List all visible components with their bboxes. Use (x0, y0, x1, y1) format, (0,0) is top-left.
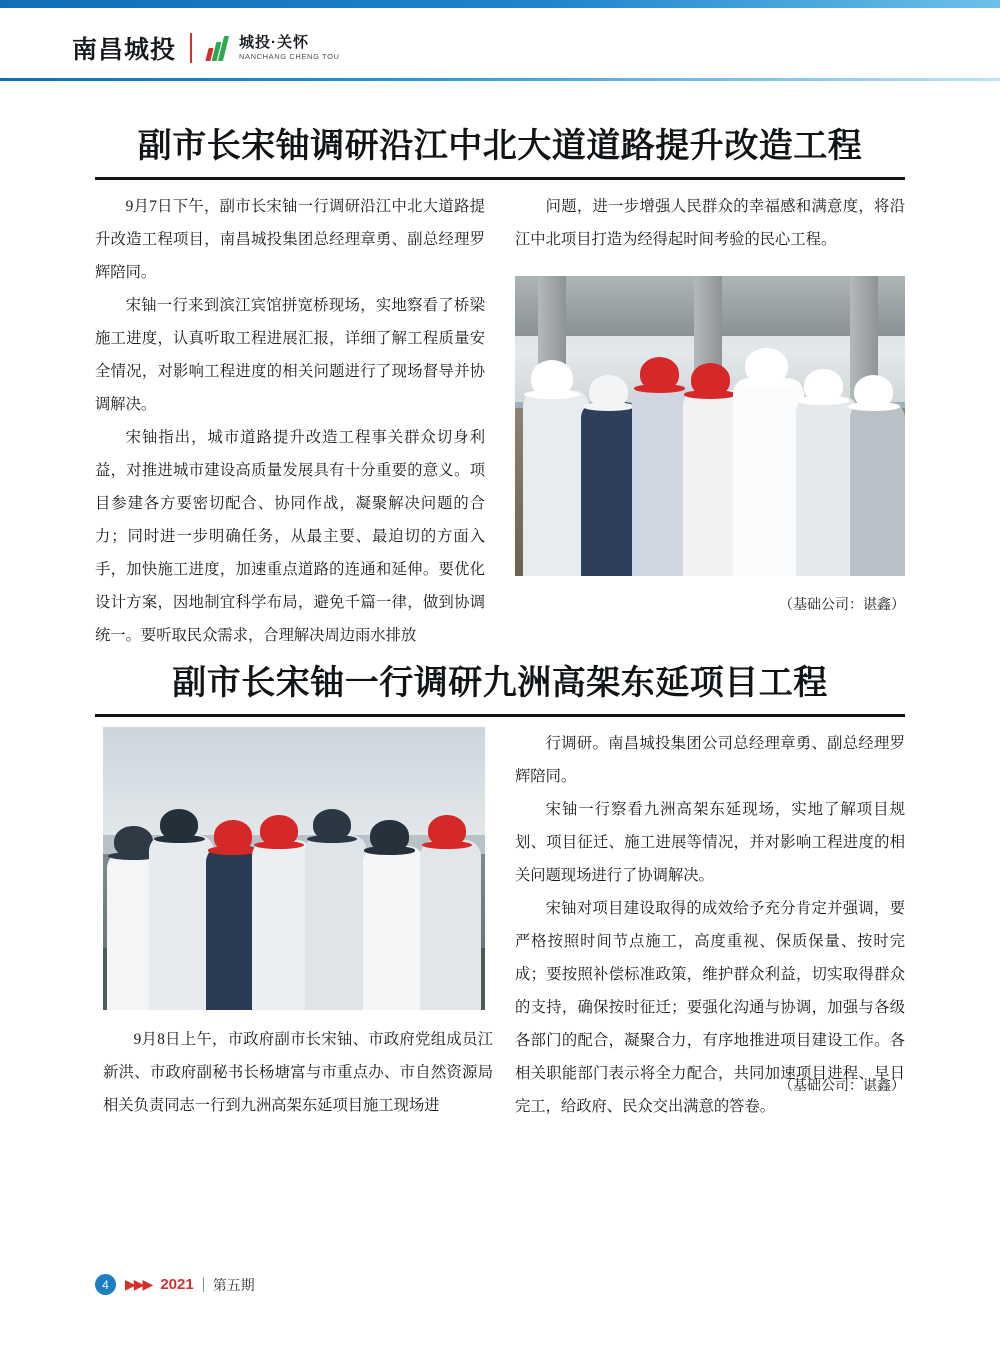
footer-divider (203, 1277, 204, 1292)
article-1-title: 副市长宋铀调研沿江中北大道道路提升改造工程 (137, 127, 863, 165)
article-2-caption: （基础公司：谌鑫） (779, 1079, 905, 1094)
article-2-left-column (103, 1023, 493, 1122)
article-2-title: 副市长宋铀一行调研九洲高架东延项目工程 (172, 664, 828, 702)
article-2-p2: 行调研。南昌城投集团公司总经理章勇、副总经理罗辉陪同。 (515, 735, 905, 785)
brand-name: 南昌城投 (72, 36, 177, 64)
article-1-p4: 问题，进一步增强人民群众的幸福感和满意度，将沿江中北项目打造为经得起时间考验的民心工程。 (515, 198, 905, 248)
brand-subtitle (239, 35, 340, 61)
page-header (0, 0, 1000, 92)
article-1-p3: 宋铀指出，城市道路提升改造工程事关群众切身利益，对推进城市建设高质量发展具有十分重要的意义。项目参建各方要密切配合、协同作战，凝聚解决问题的合力；同时进一步明确任务，从最主要、最迫切的方面入手，加快施工进度，加速重点道路的连通和延伸。要优化设计方案，因地制宜科学布局，避免千篇一律，做到协调统一。要听取民众需求，合理解决周边雨水排放 (95, 429, 485, 644)
article-2-p3: 宋铀一行察看九洲高架东延现场，实地了解项目规划、项目征迁、施工进展等情况，并对影响工程进度的相关问题现场进行了协调解决。 (515, 801, 905, 884)
brand-block (72, 30, 340, 66)
page-footer (95, 1274, 255, 1295)
header-bottom-rule (0, 78, 1000, 81)
article-2-right-column (515, 727, 905, 1123)
page-number-badge: 4 (95, 1274, 116, 1295)
article-1-title-rule (95, 177, 905, 180)
article-1-p2: 宋铀一行来到滨江宾馆拼宽桥现场，实地察看了桥梁施工进度，认真听取工程进展汇报，详细了解工程质量安全情况，对影响工程进度的相关问题进行了现场督导并协调解决。 (95, 297, 485, 413)
header-top-gradient-bar (0, 0, 1000, 8)
brand-divider (190, 33, 192, 63)
article-1 (95, 118, 905, 644)
article-1-p1: 9月7日下午，副市长宋铀一行调研沿江中北大道路提升改造工程项目，南昌城投集团总经理章勇、副总经理罗辉陪同。 (95, 198, 485, 281)
article-2-photo (103, 727, 485, 1010)
footer-issue: 第五期 (212, 1276, 255, 1293)
three-bars-logo-icon (206, 35, 232, 61)
article-1-photo (515, 276, 905, 576)
article-2-p4: 宋铀对项目建设取得的成效给予充分肯定并强调，要严格按照时间节点施工，高度重视、保质保量、按时完成；要按照补偿标准政策，维护群众利益，切实取得群众的支持，确保按时征迁；要强化沟通与协调，加强与各级各部门的配合，凝聚合力，有序地推进项目建设工作。各相关职能部门表示将全力配合，共同加速项目进程、早日完工，给政府、民众交出满意的答卷。 (515, 900, 905, 1115)
article-1-right-column (515, 190, 905, 256)
article-1-caption: （基础公司：谌鑫） (779, 598, 905, 613)
brand-sub-cn: 城投·关怀 (239, 34, 310, 52)
article-1-left-column (95, 190, 485, 652)
chevrons-icon: ▶▶▶ (125, 1276, 152, 1292)
article-2-p1: 9月8日上午，市政府副市长宋铀、市政府党组成员江新洪、市政府副秘书长杨塘富与市重点办、市自然资源局相关负责同志一行到九洲高架东延项目施工现场进 (103, 1031, 493, 1114)
article-2-title-rule (95, 714, 905, 717)
article-2 (95, 655, 905, 1115)
footer-year: 2021 (160, 1276, 194, 1293)
brand-sub-en: NANCHANG CHENG TOU (239, 51, 340, 61)
brand-logo (206, 35, 340, 61)
